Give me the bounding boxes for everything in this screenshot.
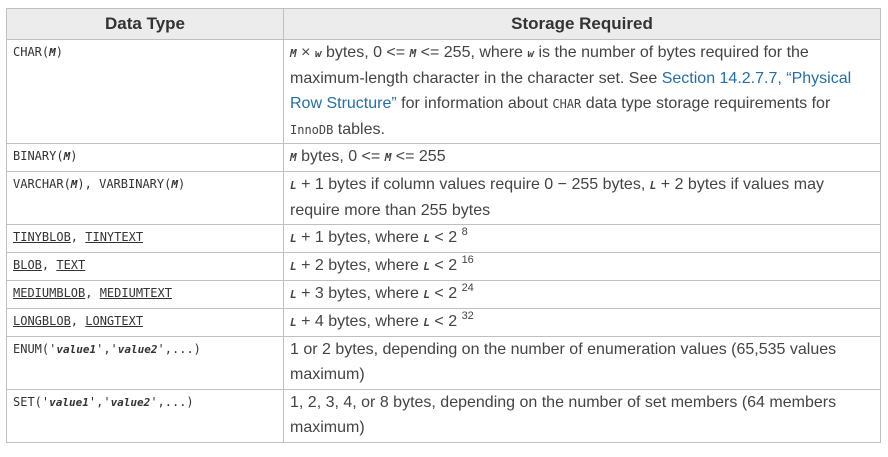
type-text: ',' (96, 342, 118, 356)
var-l: L (649, 179, 657, 192)
table-header-row (7, 9, 881, 40)
exponent: 24 (461, 282, 474, 294)
type-param: M (49, 46, 56, 59)
desc-text: bytes, 0 <= (296, 148, 385, 165)
exponent: 16 (461, 254, 474, 266)
data-type-cell (7, 253, 284, 281)
var-l: L (423, 232, 430, 245)
table-row (7, 309, 881, 337)
longblob-link[interactable]: LONGBLOB (13, 314, 71, 328)
table-row (7, 281, 881, 309)
table-row (7, 337, 881, 390)
type-text: VARCHAR( (13, 177, 71, 191)
type-param: value1 (56, 343, 97, 356)
desc-text: 1 or 2 bytes, depending on the number of enumeration values (65,535 values maximum) (290, 341, 837, 383)
storage-cell (284, 390, 881, 443)
table-row (7, 253, 881, 281)
type-text: ), VARBINARY( (77, 177, 172, 191)
type-param: value2 (117, 343, 158, 356)
storage-cell (284, 40, 881, 144)
storage-cell (284, 144, 881, 172)
desc-text: + 4 bytes, where (296, 313, 424, 330)
physical-row-structure-link[interactable]: Section 14.2.7.7, “Physical Row Structure” (290, 70, 852, 112)
desc-text: tables. (333, 121, 385, 138)
var-l: L (423, 260, 430, 273)
desc-text: <= 255, where (416, 44, 528, 61)
desc-text: data type storage requirements for (581, 95, 831, 112)
desc-text: < 2 (429, 313, 462, 330)
header-data-type: Data Type (7, 9, 284, 40)
var-m: M (290, 151, 297, 164)
exponent: 32 (461, 310, 474, 322)
type-text: ',...) (150, 395, 194, 409)
code-char: CHAR (552, 97, 582, 111)
type-text: BINARY( (13, 149, 64, 163)
type-param: M (171, 178, 178, 191)
type-param: value1 (49, 396, 89, 409)
var-m: M (384, 151, 392, 164)
type-text: ',...) (157, 342, 201, 356)
desc-text: < 2 (429, 285, 462, 302)
type-text: ENUM(' (13, 342, 57, 356)
data-type-cell (7, 40, 284, 144)
var-l: L (290, 316, 297, 329)
desc-text: + 3 bytes, where (296, 285, 424, 302)
desc-text: < 2 (429, 229, 462, 246)
desc-text: < 2 (429, 257, 462, 274)
storage-requirements-table (6, 8, 881, 443)
storage-cell (284, 337, 881, 390)
type-text: SET(' (13, 395, 50, 409)
type-text: ) (70, 149, 78, 163)
code-innodb: InnoDB (290, 123, 334, 137)
data-type-cell (7, 172, 284, 225)
var-w: w (527, 47, 534, 60)
var-l: L (290, 288, 297, 301)
data-type-cell (7, 337, 284, 390)
data-type-cell (7, 225, 284, 253)
type-param: M (70, 178, 78, 191)
desc-text: + 1 bytes if column values require 0 − 255 bytes, (296, 176, 650, 193)
desc-text: 1, 2, 3, 4, or 8 bytes, depending on the number of set members (64 members maximum) (290, 394, 837, 436)
var-m: M (290, 47, 297, 60)
type-text: ) (177, 177, 186, 191)
type-text: CHAR( (13, 45, 50, 59)
type-text: ',' (88, 395, 111, 409)
var-l: L (423, 288, 430, 301)
desc-text: for information about (396, 95, 553, 112)
table-row (7, 144, 881, 172)
storage-cell (284, 309, 881, 337)
desc-text: + 2 bytes, where (296, 257, 424, 274)
data-type-cell (7, 390, 284, 443)
desc-text: <= 255 (391, 148, 446, 165)
var-l: L (423, 316, 430, 329)
table-row (7, 172, 881, 225)
longtext-link[interactable]: LONGTEXT (85, 314, 144, 328)
mediumblob-link[interactable]: MEDIUMBLOB (13, 286, 86, 300)
text-link[interactable]: TEXT (56, 258, 86, 272)
type-param: value2 (110, 396, 151, 409)
times-sign: × (301, 44, 311, 61)
desc-text: is the number of bytes required for the maximum-length character in the character set. See (290, 44, 809, 87)
separator: , (70, 230, 86, 244)
desc-text: bytes, 0 <= (321, 44, 410, 61)
var-m: M (409, 47, 417, 60)
storage-cell (284, 253, 881, 281)
data-type-cell (7, 144, 284, 172)
storage-cell (284, 172, 881, 225)
tinytext-link[interactable]: TINYTEXT (85, 230, 144, 244)
desc-text: + 1 bytes, where (296, 229, 424, 246)
tinyblob-link[interactable]: TINYBLOB (13, 230, 71, 244)
exponent: 8 (461, 226, 468, 238)
separator: , (41, 258, 57, 272)
storage-cell (284, 281, 881, 309)
blob-link[interactable]: BLOB (13, 258, 42, 272)
type-text: ) (55, 45, 63, 59)
data-type-cell (7, 281, 284, 309)
type-param: M (63, 150, 71, 163)
table-row (7, 225, 881, 253)
header-storage-required: Storage Required (284, 9, 881, 40)
var-l: L (290, 232, 297, 245)
var-l: L (290, 179, 297, 192)
var-l: L (290, 260, 297, 273)
table-row (7, 390, 881, 443)
storage-cell (284, 225, 881, 253)
table-row (7, 40, 881, 144)
data-type-cell (7, 309, 284, 337)
var-w: w (314, 47, 322, 60)
mediumtext-link[interactable]: MEDIUMTEXT (99, 286, 172, 300)
separator: , (85, 286, 100, 300)
desc-text: + 2 bytes if values may require more than 255 bytes (290, 176, 824, 219)
separator: , (70, 314, 86, 328)
